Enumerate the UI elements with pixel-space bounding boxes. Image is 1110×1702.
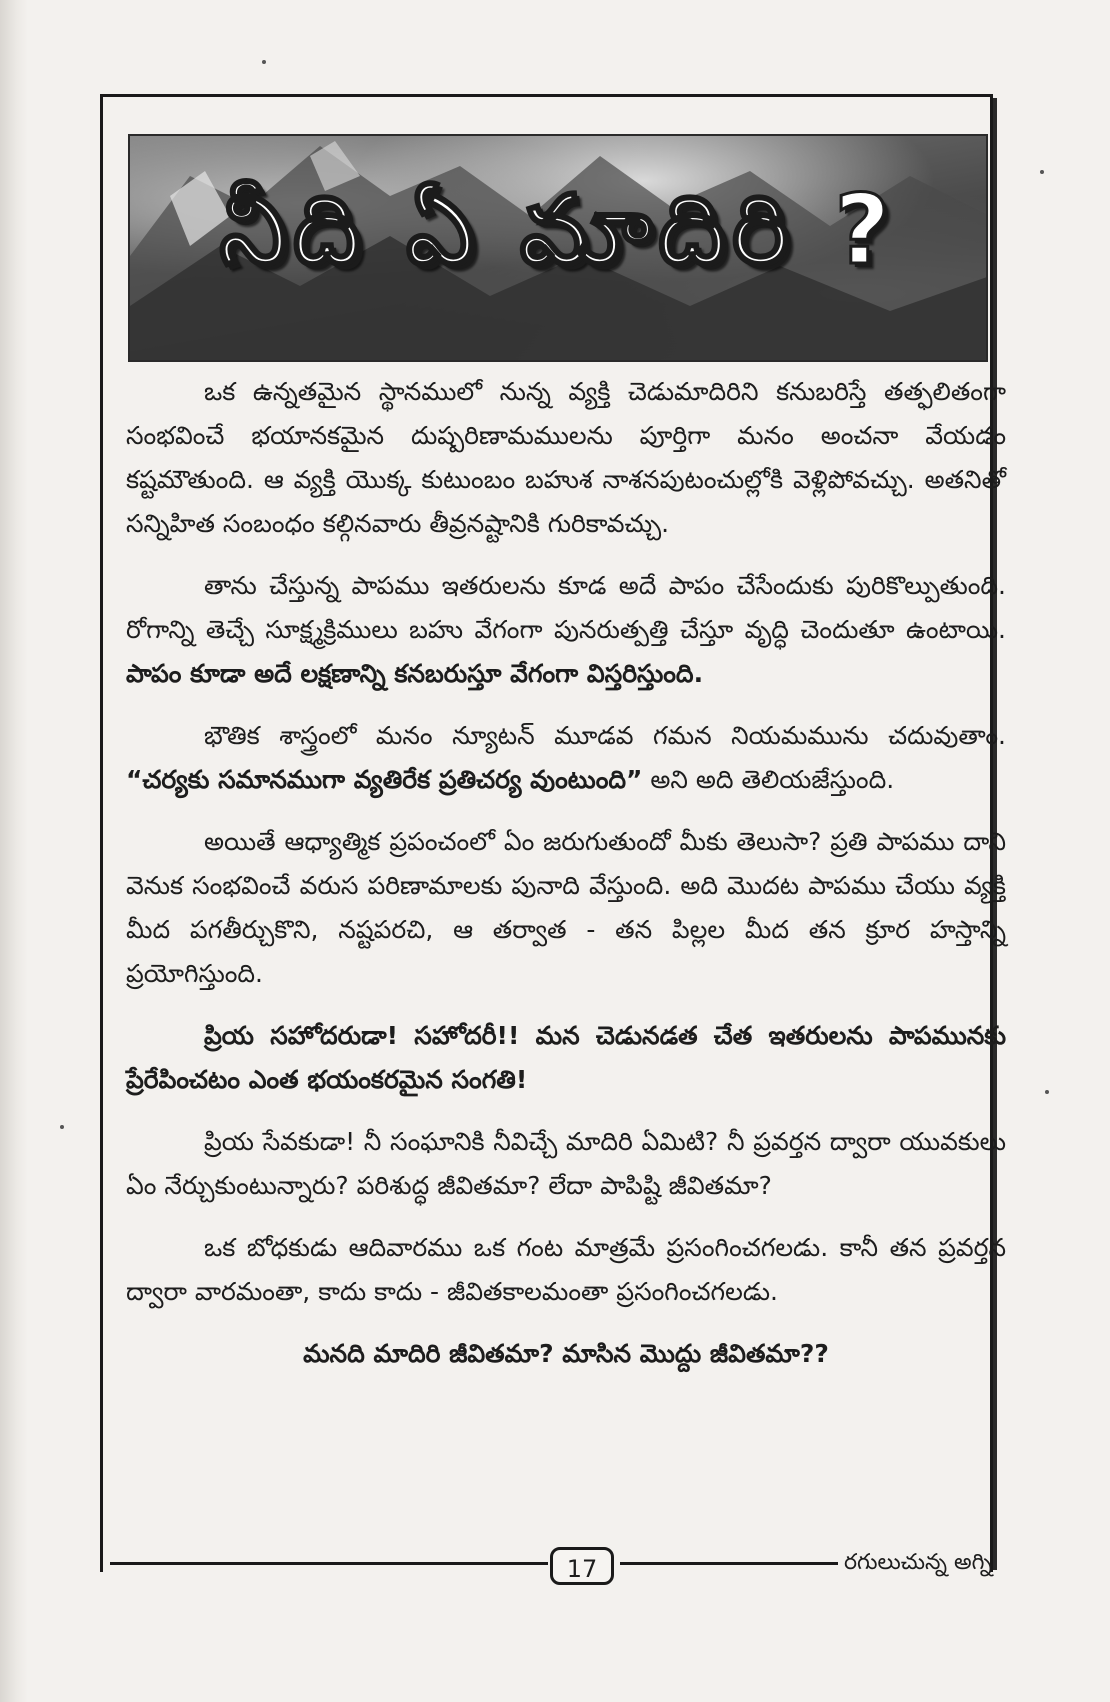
paragraph-text: అని అది తెలియజేస్తుంది.: [642, 765, 895, 794]
paper-speck: [1045, 1090, 1049, 1094]
paragraph-text: ఒక బోధకుడు ఆదివారము ఒక గంట మాత్రమే ప్రసంగించగలడు. కానీ తన ప్రవర్తన ద్వారా వారమంతా, కాదు కాదు - జీవితకాలమంతా ప్రసంగించగలడు.: [126, 1233, 1006, 1306]
closing-question: [126, 1332, 1006, 1376]
paragraph-7: [126, 1226, 1006, 1314]
newton-law-quote: “చర్యకు సమానముగా వ్యతిరేక ప్రతిచర్య వుంటుంది”: [126, 765, 643, 794]
paragraph-3: [126, 714, 1006, 802]
page-border-bottom-right: [620, 1562, 838, 1565]
paragraph-text: అయితే ఆధ్యాత్మిక ప్రపంచంలో ఏం జరుగుతుందో మీకు తెలుసా? ప్రతి పాపము దాని వెనుక సంభవించే వరుస పరిణామాలకు పునాది వేస్తుంది. అది మొదట పాపము చేయు వ్యక్తి మీద పగతీర్చుకొని, నష్టపరచి, ఆ తర్వాత - తన పిల్లల మీద తన క్రూర హస్తాన్ని ప్రయోగిస్తుంది.: [126, 827, 1006, 988]
paper-speck: [60, 1125, 64, 1129]
paragraph-2: [126, 564, 1006, 696]
article-body: [126, 370, 1006, 1394]
paragraph-5: [126, 1014, 1006, 1102]
paragraph-text: భౌతిక శాస్త్రంలో మనం న్యూటన్ మూడవ గమన నియమమును చదువుతాం.: [204, 721, 1006, 750]
paragraph-text: ఒక ఉన్నతమైన స్థానములో నున్న వ్యక్తి చెడుమాదిరిని కనుబరిస్తే తత్ఫలితంగా సంభవించే భయానకమైన దుష్పరిణామములను పూర్తిగా మనం అంచనా వేయడం కష్టమౌతుంది. ఆ వ్యక్తి యొక్క కుటుంబం బహుశ నాశనపుటంచుల్లోకి వెళ్లిపోవచ్చు. అతనితో సన్నిహిత సంబంధం కల్గినవారు తీవ్రనష్టానికి గురికావచ్చు.: [126, 377, 1006, 538]
page-number: 17: [550, 1547, 614, 1585]
paragraph-1: [126, 370, 1006, 546]
title-banner: [128, 134, 988, 362]
page-binding-edge: [0, 0, 28, 1702]
paper-speck: [262, 60, 266, 64]
paragraph-bold-text: ప్రియ సహోదరుడా! సహోదరీ!! మన చెడునడత చేత ఇతరులను పాపమునకు ప్రేరేపించటం ఎంత భయంకరమైన సంగతి!: [126, 1021, 1006, 1094]
page-title: నీది ఏ మాదిరి ?: [219, 174, 897, 286]
paragraph-6: [126, 1120, 1006, 1208]
page-border-bottom-left: [110, 1562, 548, 1565]
book-title: రగులుచున్న అగ్ని: [844, 1550, 992, 1575]
paragraph-text: తాను చేస్తున్న పాపము ఇతరులను కూడ అదే పాపం చేసేందుకు పురికొల్పుతుంది. రోగాన్ని తెచ్చే సూక్ష్మక్రిములు బహు వేగంగా పునరుత్పత్తి చేస్తూ వృద్ధి చెందుతూ ఉంటాయి.: [126, 571, 1006, 644]
paragraph-text: ప్రియ సేవకుడా! నీ సంఘానికి నీవిచ్చే మాదిరి ఏమిటి? నీ ప్రవర్తన ద్వారా యువకులు ఏం నేర్చుకుంటున్నారు? పరిశుద్ధ జీవితమా? లేదా పాపిష్టి జీవితమా?: [126, 1127, 1006, 1200]
paragraph-4: [126, 820, 1006, 996]
paragraph-bold-text: మనది మాదిరి జీవితమా? మాసిన మొద్దు జీవితమా??: [303, 1339, 829, 1368]
paragraph-bold-text: పాపం కూడా అదే లక్షణాన్ని కనబరుస్తూ వేగంగా విస్తరిస్తుంది.: [126, 659, 704, 688]
paper-speck: [1040, 170, 1044, 174]
